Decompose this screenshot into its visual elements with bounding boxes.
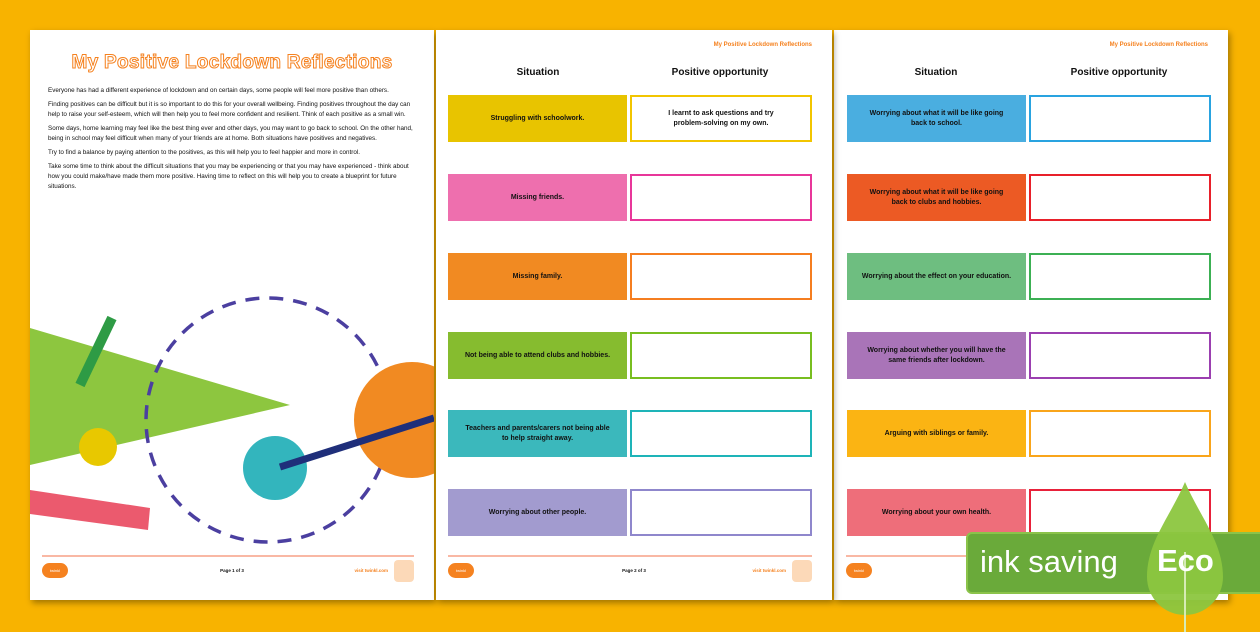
decorative-shapes bbox=[30, 290, 434, 560]
table-row bbox=[847, 174, 1211, 221]
table-row bbox=[448, 253, 812, 300]
paragraph: Everyone has had a different experience of lockdown and on certain days, some people will feel more positive than others. bbox=[48, 87, 389, 94]
situation-cell: Worrying about your own health. bbox=[847, 489, 1026, 536]
opportunity-field[interactable] bbox=[1029, 174, 1211, 221]
table-row bbox=[448, 489, 812, 536]
opportunity-field[interactable] bbox=[630, 174, 812, 221]
paragraph: Take some time to think about the difficult situations that you may be experiencing or that you may have experienced - think about how you could make/have made them more positive. Having time to reflect on this will help you to create a blueprint for future situations. bbox=[48, 163, 409, 190]
situation-cell: Arguing with siblings or family. bbox=[847, 410, 1026, 457]
footer-badge-icon bbox=[394, 560, 414, 582]
situation-cell: Missing family. bbox=[448, 253, 627, 300]
page-number: Page 2 of 3 bbox=[622, 568, 646, 573]
footer-link: visit twinkl.com bbox=[752, 568, 786, 573]
table-row bbox=[448, 332, 812, 379]
opportunity-field[interactable] bbox=[630, 489, 812, 536]
situation-cell: Not being able to attend clubs and hobbies. bbox=[448, 332, 627, 379]
opportunity-field[interactable] bbox=[1029, 95, 1211, 142]
teal-circle bbox=[243, 436, 307, 500]
badge-text: ink saving bbox=[980, 544, 1118, 579]
column-header-opportunity: Positive opportunity bbox=[671, 67, 769, 78]
twinkl-logo: twinkl bbox=[448, 563, 474, 578]
column-header-situation: Situation bbox=[516, 67, 560, 78]
column-header-situation: Situation bbox=[914, 67, 958, 78]
situation-cell: Struggling with schoolwork. bbox=[448, 95, 627, 142]
paragraph: Try to find a balance by paying attention to the positives, as this will help you to feel happier and more in control. bbox=[48, 149, 360, 156]
situation-cell: Worrying about what it will be like going back to clubs and hobbies. bbox=[847, 174, 1026, 221]
page-number: Page 1 of 3 bbox=[220, 568, 244, 573]
worksheet-page-1 bbox=[30, 30, 434, 600]
opportunity-field[interactable] bbox=[1029, 332, 1211, 379]
situation-cell: Missing friends. bbox=[448, 174, 627, 221]
opportunity-field[interactable] bbox=[630, 253, 812, 300]
paragraph: Finding positives can be difficult but it is so important to do this for your overall wellbeing. Finding positives throughout the day can help to raise your self-esteem, which will then help you to feel more confident and resilient. Think of each positive as a small win. bbox=[48, 101, 411, 118]
twinkl-logo: twinkl bbox=[42, 563, 68, 578]
opportunity-field[interactable]: I learnt to ask questions and try problem-solving on my own. bbox=[630, 95, 812, 142]
table-row bbox=[847, 253, 1211, 300]
situation-cell: Worrying about other people. bbox=[448, 489, 627, 536]
footer-badge-icon bbox=[792, 560, 812, 582]
table-row bbox=[448, 410, 812, 457]
table-row bbox=[847, 95, 1211, 142]
eco-label: Eco bbox=[1157, 543, 1214, 578]
table-row bbox=[847, 332, 1211, 379]
page-header: My Positive Lockdown Reflections bbox=[713, 42, 812, 48]
opportunity-field[interactable] bbox=[630, 410, 812, 457]
footer-link: visit twinkl.com bbox=[354, 568, 388, 573]
table-row bbox=[448, 174, 812, 221]
table-row bbox=[847, 410, 1211, 457]
table-row bbox=[448, 95, 812, 142]
opportunity-field[interactable] bbox=[630, 332, 812, 379]
situation-cell: Worrying about the effect on your education. bbox=[847, 253, 1026, 300]
yellow-circle bbox=[79, 428, 117, 466]
footer-line bbox=[42, 555, 414, 557]
worksheet-page-2 bbox=[436, 30, 832, 600]
page-title: My Positive Lockdown Reflections bbox=[71, 52, 393, 73]
page-header: My Positive Lockdown Reflections bbox=[1109, 42, 1208, 48]
situation-cell: Worrying about what it will be like going back to school. bbox=[847, 95, 1026, 142]
footer-line bbox=[448, 555, 812, 557]
twinkl-logo: twinkl bbox=[846, 563, 872, 578]
situation-cell: Worrying about whether you will have the same friends after lockdown. bbox=[847, 332, 1026, 379]
pink-bar bbox=[30, 490, 150, 530]
paragraph: Some days, home learning may feel like the best thing ever and other days, you may want to go back to school. On the other hand, being in school may feel difficult when many of your friends are at home. Both situations have positives and negatives. bbox=[48, 125, 413, 142]
situation-cell: Teachers and parents/carers not being able to help straight away. bbox=[448, 410, 627, 457]
intro-text bbox=[48, 86, 418, 196]
opportunity-field[interactable] bbox=[1029, 410, 1211, 457]
opportunity-field[interactable] bbox=[1029, 253, 1211, 300]
green-triangle bbox=[30, 328, 290, 465]
column-header-opportunity: Positive opportunity bbox=[1070, 67, 1168, 78]
